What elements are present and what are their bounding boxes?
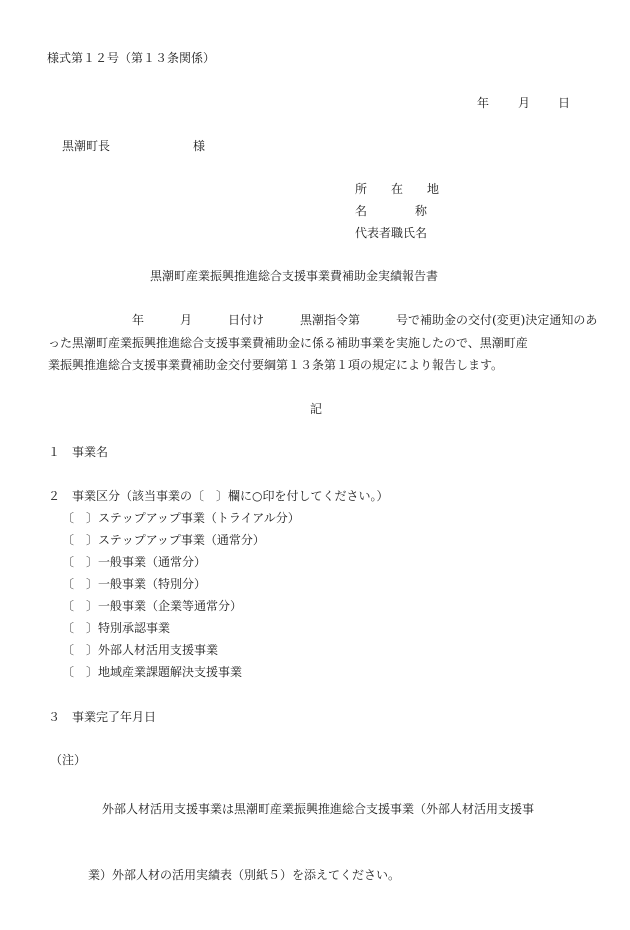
body-line: 年 月 日付け 黒潮指令第 号で補助金の交付(変更)決定通知のあ — [48, 313, 598, 327]
note-label: （注） — [50, 753, 87, 767]
body-line: った黒潮町産業振興推進総合支援事業費補助金に係る補助事業を実施したので、黒潮町産 — [48, 335, 528, 350]
note-line: 業）外部人材の活用実績表（別紙５）を添えてください。 — [88, 868, 401, 882]
applicant-location-label: 所 在 地 — [355, 182, 440, 196]
body-line: 業振興推進総合支援事業費補助金交付要綱第１３条第１項の規定により報告します。 — [48, 358, 504, 372]
document-title: 黒潮町産業振興推進総合支援事業費補助金実績報告書 — [150, 269, 439, 283]
applicant-representative-label: 代表者職氏名 — [355, 226, 428, 240]
category-option: 〔 〕地域産業課題解決支援事業 — [62, 665, 243, 679]
category-option: 〔 〕特別承認事業 — [62, 621, 171, 635]
applicant-name-label: 名 称 — [355, 204, 428, 218]
date-month-label: 月 — [518, 96, 531, 110]
addressee-name: 黒潮町長 — [62, 139, 111, 153]
date-day-label: 日 — [558, 96, 571, 110]
section-project-name: １ 事業名 — [48, 445, 109, 459]
form-number: 様式第１２号（第１３条関係） — [47, 51, 216, 65]
category-option: 〔 〕外部人材活用支援事業 — [62, 643, 219, 657]
category-option: 〔 〕ステップアップ事業（通常分） — [62, 533, 265, 547]
addressee-honorific: 様 — [193, 139, 206, 153]
category-option: 〔 〕ステップアップ事業（トライアル分） — [62, 511, 300, 525]
ki-heading: 記 — [310, 402, 323, 416]
category-option: 〔 〕一般事業（通常分） — [62, 555, 207, 569]
date-year-label: 年 — [477, 96, 490, 110]
category-option: 〔 〕一般事業（特別分） — [62, 577, 207, 591]
note-text — [88, 754, 535, 930]
body-paragraph — [48, 309, 598, 377]
section-project-category: ２ 事業区分（該当事業の〔 〕欄に○印を付してください。） — [48, 489, 389, 503]
category-option: 〔 〕一般事業（企業等通常分） — [62, 599, 243, 613]
section-completion-date: ３ 事業完了年月日 — [48, 710, 157, 724]
note-line: 外部人材活用支援事業は黒潮町産業振興推進総合支援事業（外部人材活用支援事 — [102, 802, 535, 816]
